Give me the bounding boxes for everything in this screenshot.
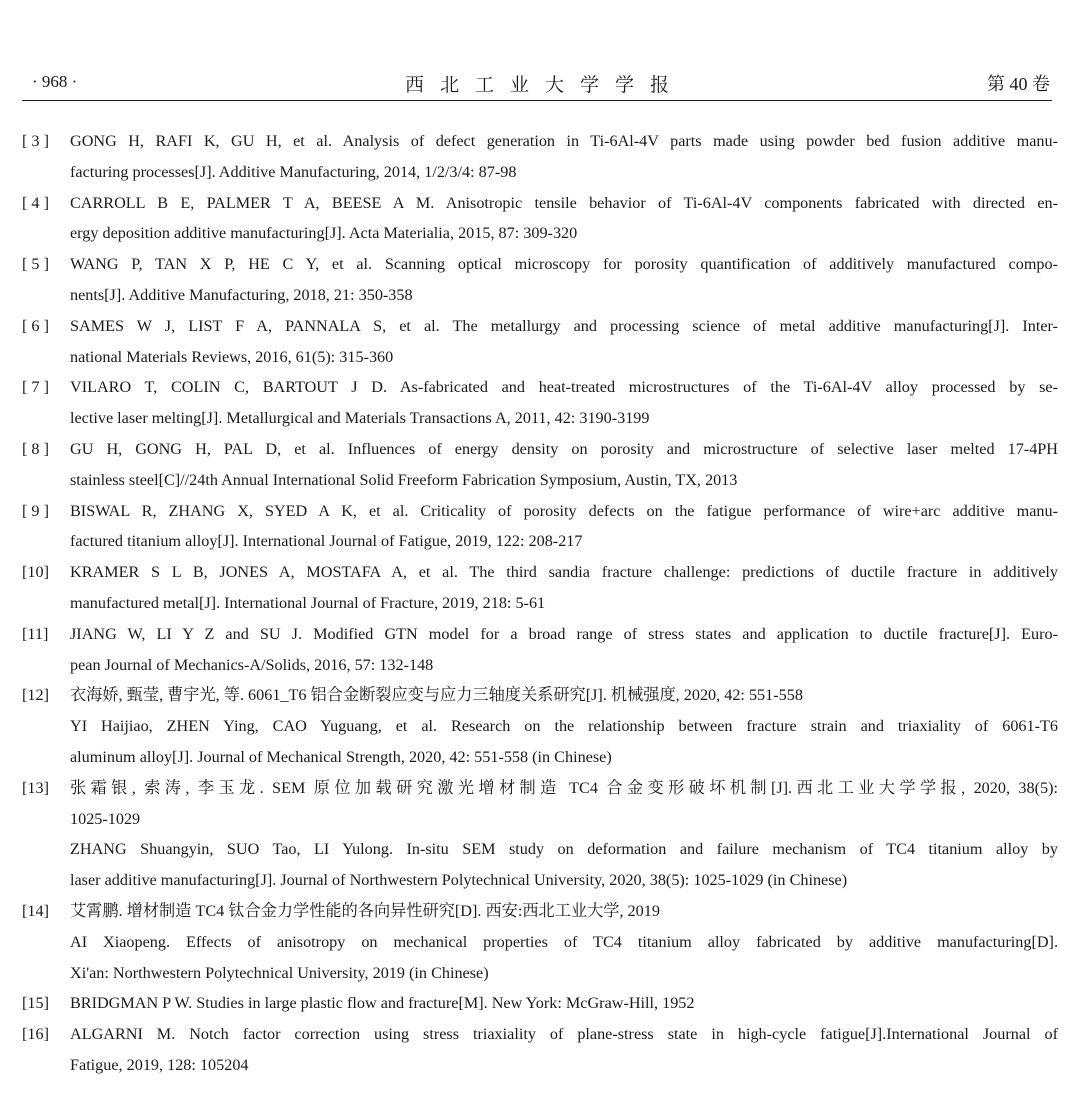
reference-item xyxy=(22,496,1058,558)
reference-text-line: YI Haijiao, ZHEN Ying, CAO Yuguang, et al. Research on the relationship between fracture strain and triaxiality of 6061-T6 xyxy=(70,717,1058,736)
reference-item xyxy=(22,434,1058,496)
reference-text-line: 张霜银, 索涛, 李玉龙. SEM 原位加载研究激光增材制造 TC4 合金变形破坏机制[J].西北工业大学学报, 2020, 38(5): xyxy=(70,778,1058,797)
reference-text-line: national Materials Reviews, 2016, 61(5): 315-360 xyxy=(70,347,394,366)
reference-number: [14] xyxy=(22,901,49,920)
reference-text-line: ZHANG Shuangyin, SUO Tao, LI Yulong. In-situ SEM study on deformation and failure mechanism of TC4 titanium alloy by xyxy=(70,840,1058,859)
reference-text-line: ergy deposition additive manufacturing[J]. Acta Materialia, 2015, 87: 309-320 xyxy=(70,224,578,243)
reference-item xyxy=(22,1019,1058,1081)
reference-text-line: aluminum alloy[J]. Journal of Mechanical Strength, 2020, 42: 551-558 (in Chinese) xyxy=(70,747,612,766)
reference-text-line: factured titanium alloy[J]. International Journal of Fatigue, 2019, 122: 208-217 xyxy=(70,532,583,551)
reference-text-line: pean Journal of Mechanics-A/Solids, 2016, 57: 132-148 xyxy=(70,655,434,674)
reference-number: [ 9 ] xyxy=(22,501,49,520)
reference-text-line: SAMES W J, LIST F A, PANNALA S, et al. The metallurgy and processing science of metal additive manufacturing[J]. Inter- xyxy=(70,316,1058,335)
reference-number: [12] xyxy=(22,686,49,705)
reference-item xyxy=(22,188,1058,250)
running-header xyxy=(22,60,1052,101)
reference-text-line: BISWAL R, ZHANG X, SYED A K, et al. Criticality of porosity defects on the fatigue performance of wire+arc additive manu- xyxy=(70,501,1058,520)
reference-text-line: VILARO T, COLIN C, BARTOUT J D. As-fabricated and heat-treated microstructures of the Ti-6Al-4V alloy processed by se- xyxy=(70,378,1058,397)
reference-item xyxy=(22,557,1058,619)
reference-text-line: Fatigue, 2019, 128: 105204 xyxy=(70,1055,249,1074)
reference-item xyxy=(22,311,1058,373)
reference-item xyxy=(22,126,1058,188)
reference-number: [ 7 ] xyxy=(22,378,49,397)
reference-number: [ 3 ] xyxy=(22,132,49,150)
reference-text-line: facturing processes[J]. Additive Manufacturing, 2014, 1/2/3/4: 87-98 xyxy=(70,162,517,181)
reference-text-line: lective laser melting[J]. Metallurgical and Materials Transactions A, 2011, 42: 3190-3199 xyxy=(70,409,650,428)
reference-text-line: manufactured metal[J]. International Journal of Fracture, 2019, 218: 5-61 xyxy=(70,593,546,612)
reference-number: [ 4 ] xyxy=(22,193,49,212)
reference-text-line: AI Xiaopeng. Effects of anisotropy on mechanical properties of TC4 titanium alloy fabricated by additive manufacturing[D]. xyxy=(70,932,1058,951)
reference-text-line: ALGARNI M. Notch factor correction using stress triaxiality of plane-stress state in high-cycle fatigue[J].International Journal of xyxy=(70,1025,1058,1044)
reference-item xyxy=(22,619,1058,681)
reference-text-line: laser additive manufacturing[J]. Journal of Northwestern Polytechnical University, 2020, 38(5): 1025-1029 (in Chinese) xyxy=(70,871,848,890)
journal-title: 西北工业大学学报 xyxy=(404,75,685,96)
reference-text-line: 艾霄鹏. 增材制造 TC4 钛合金力学性能的各向异性研究[D]. 西安:西北工业大学, 2019 xyxy=(70,901,660,920)
reference-number: [13] xyxy=(22,778,49,797)
reference-text-line: JIANG W, LI Y Z and SU J. Modified GTN model for a broad range of stress states and application to ductile fracture[J]. Euro- xyxy=(70,624,1058,643)
reference-number: [11] xyxy=(22,624,49,643)
reference-item xyxy=(22,680,1058,772)
reference-text-line: BRIDGMAN P W. Studies in large plastic flow and fracture[M]. New York: McGraw-Hill, 1952 xyxy=(70,994,695,1013)
reference-text-line: 衣海娇, 甄莹, 曹宇光, 等. 6061_T6 铝合金断裂应变与应力三轴度关系研究[J]. 机械强度, 2020, 42: 551-558 xyxy=(70,686,803,705)
reference-text-line: stainless steel[C]//24th Annual International Solid Freeform Fabrication Symposium, Austin, TX, 2013 xyxy=(70,470,738,489)
reference-text-line: KRAMER S L B, JONES A, MOSTAFA A, et al. The third sandia fracture challenge: predictions of ductile fracture in additively xyxy=(70,563,1058,582)
reference-item xyxy=(22,249,1058,311)
reference-text-line: 1025-1029 xyxy=(70,809,141,828)
reference-number: [15] xyxy=(22,994,49,1013)
reference-number: [ 6 ] xyxy=(22,316,49,335)
reference-number: [16] xyxy=(22,1025,49,1044)
reference-item xyxy=(22,896,1058,988)
reference-number: [10] xyxy=(22,563,49,582)
page-number: · 968 · xyxy=(32,72,78,91)
reference-text-line: WANG P, TAN X P, HE C Y, et al. Scanning optical microscopy for porosity quantification of additively manufactured compo- xyxy=(70,255,1058,274)
volume-label: 第 40 卷 xyxy=(987,74,1050,94)
reference-item xyxy=(22,988,1058,1019)
reference-text-line: CARROLL B E, PALMER T A, BEESE A M. Anisotropic tensile behavior of Ti-6Al-4V components fabricated with directed en- xyxy=(70,193,1058,212)
reference-text-line: nents[J]. Additive Manufacturing, 2018, 21: 350-358 xyxy=(70,285,413,304)
reference-number: [ 8 ] xyxy=(22,439,49,458)
reference-list xyxy=(22,126,1058,1081)
reference-item xyxy=(22,773,1058,896)
reference-number: [ 5 ] xyxy=(22,255,49,274)
reference-text-line: GU H, GONG H, PAL D, et al. Influences of energy density on porosity and microstructure of selective laser melted 17-4PH xyxy=(70,439,1058,458)
reference-item xyxy=(22,372,1058,434)
reference-text-line: Xi'an: Northwestern Polytechnical University, 2019 (in Chinese) xyxy=(70,963,489,982)
reference-text-line: GONG H, RAFI K, GU H, et al. Analysis of defect generation in Ti-6Al-4V parts made using powder bed fusion additive manu- xyxy=(70,132,1058,150)
